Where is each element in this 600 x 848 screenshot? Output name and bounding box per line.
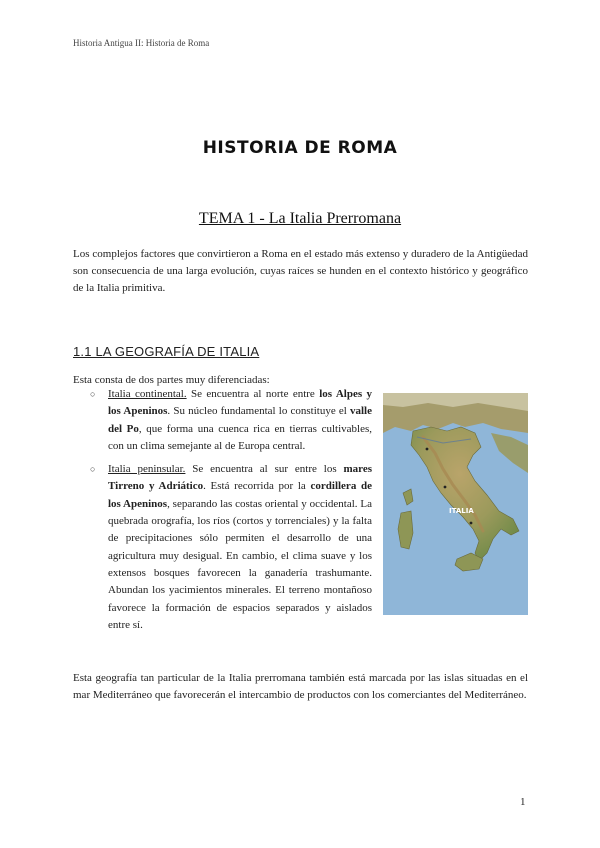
bold-term: los Alpes y los Apeninos	[108, 388, 373, 418]
list-item-peninsular	[90, 461, 372, 634]
bullet-circle-icon: ○	[90, 389, 96, 399]
text: . Su núcleo fundamental lo constituye el	[167, 405, 350, 418]
running-header: Historia Antigua II: Historia de Roma	[73, 38, 210, 48]
section-lead: Esta consta de dos partes muy diferenciadas:	[73, 374, 270, 386]
closing-paragraph: Esta geografía tan particular de la Italia prerromana también está marcada por las islas situadas en el mar Mediterráneo que favorecerán el intercambio de productos con los comerciantes del Mediterráneo.	[73, 672, 528, 701]
bold-term: cordillera de los Apeninos	[108, 480, 372, 510]
text: Se encuentra al sur entre los	[185, 463, 344, 476]
document-title: HISTORIA DE ROMA	[202, 138, 398, 158]
text: Se encuentra al norte entre	[186, 388, 320, 400]
page-number: 1	[520, 796, 526, 808]
bold-term: valle del Po	[108, 405, 372, 435]
intro-paragraph: Los complejos factores que convirtieron a Roma en el estado más extenso y duradero de la Antigüedad son consecuencia de una larga evolución, cuyas raíces se hunden en el contexto histórico y geográfico de la Italia primitiva.	[73, 248, 528, 294]
bold-term: mares Tirreno y Adriático	[108, 463, 373, 493]
bullet-circle-icon: ○	[90, 464, 96, 475]
section-heading: 1.1 LA GEOGRAFÍA DE ITALIA	[73, 344, 260, 359]
geography-list	[90, 386, 372, 640]
italy-relief-map	[383, 393, 528, 615]
italy-map-icon	[383, 393, 528, 615]
term: Italia continental.	[108, 388, 187, 400]
text: . Está recorrida por la	[203, 480, 311, 493]
list-item-continental	[90, 386, 372, 455]
map-label: ITALIA	[449, 507, 474, 515]
term: Italia peninsular.	[108, 463, 186, 476]
tema-title: TEMA 1 - La Italia Prerromana	[198, 210, 402, 227]
text: , separando las costas oriental y occidental. La quebrada orografía, los ríos (cortos y torrenciales) y la falta de precipitaciones sólo permiten el desarrollo de una agricultura muy desigual. En cambio, el clima suave y los extensos bosques favorecen la ganadería trashumante. Abundan los yacimientos minerales. El terreno montañoso favorece la formación de espacios separados y aislados entre sí.	[108, 497, 372, 631]
text: , que forma una cuenca rica en tierras cultivables, con un clima semejante al de Europa central.	[108, 422, 372, 452]
